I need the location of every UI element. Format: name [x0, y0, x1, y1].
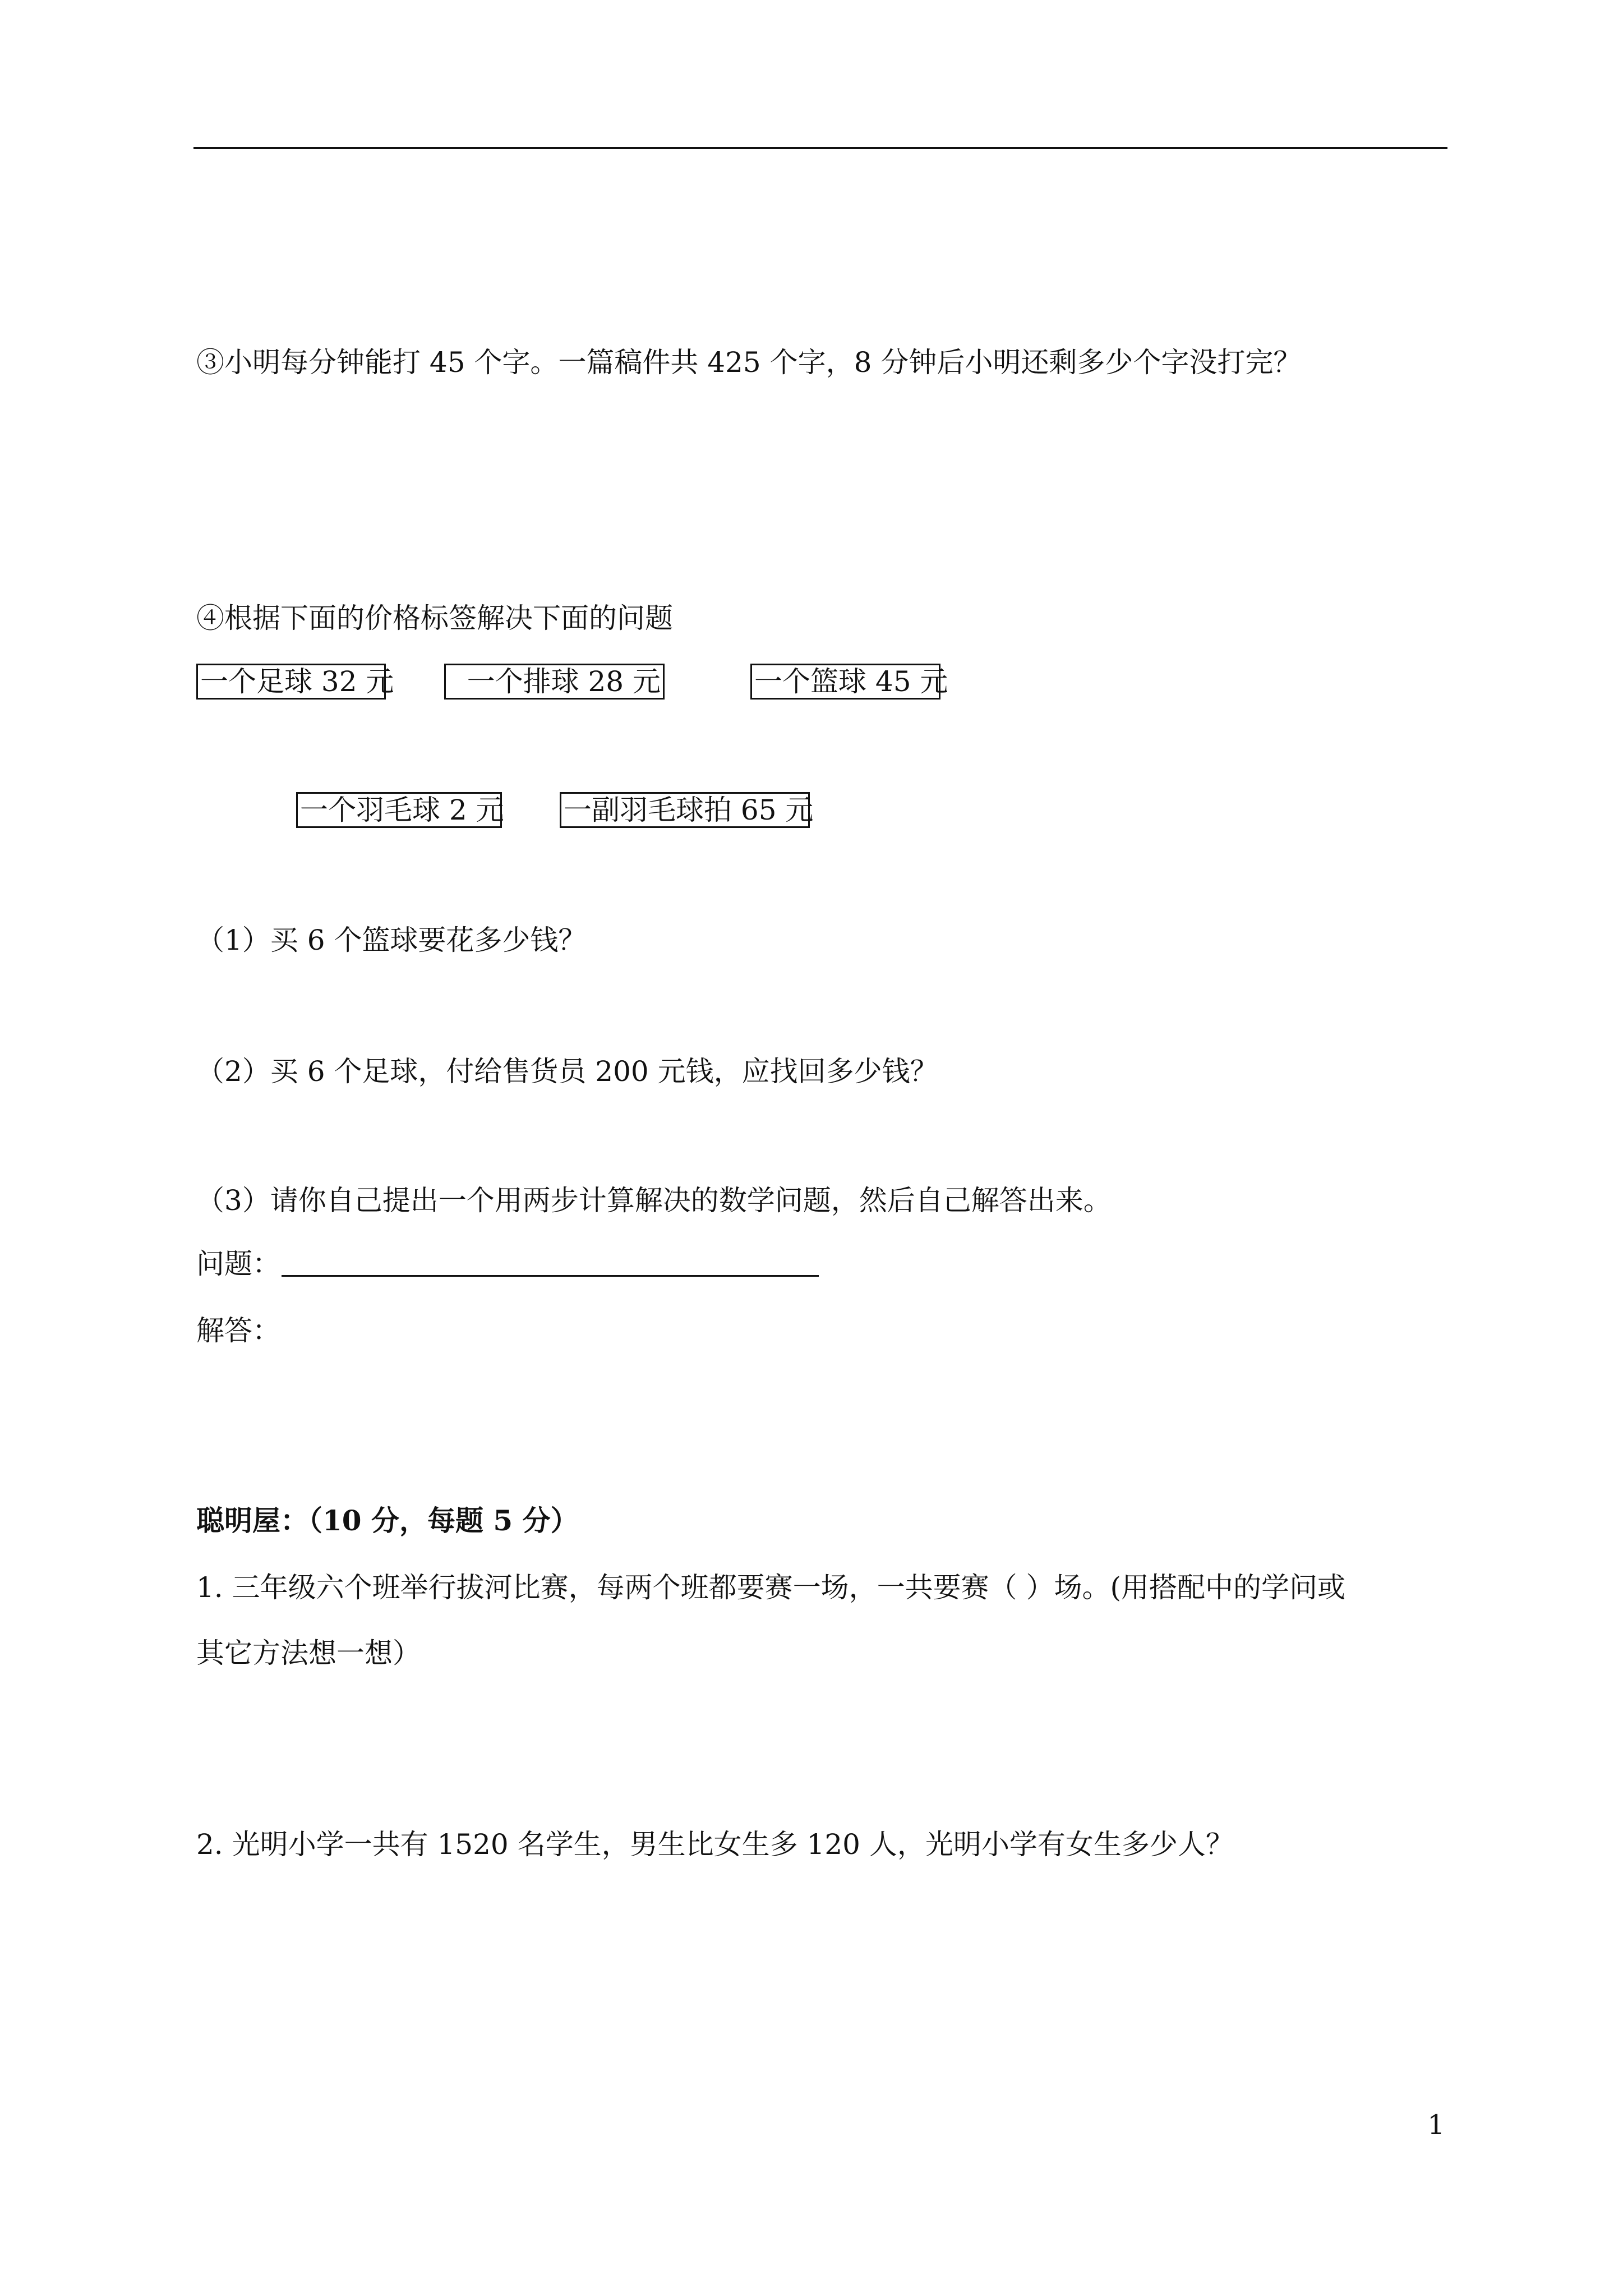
smart-house-item-1-line-2: 其它方法想一想）: [196, 1637, 421, 1669]
page-number: 1: [1427, 2109, 1445, 2141]
smart-house-item-1-line-1: 1. 三年级六个班举行拔河比赛，每两个班都要赛一场，一共要赛（ ）场。(用搭配中的学问或: [196, 1571, 1345, 1604]
question-answer-line[interactable]: [282, 1275, 819, 1277]
problem-4-question-1: （1）买 6 个篮球要花多少钱？: [196, 924, 587, 956]
price-tag-volleyball: 一个排球 28 元: [444, 664, 665, 700]
price-tag-shuttlecock: 一个羽毛球 2 元: [296, 792, 502, 828]
question-label: 问题：: [196, 1248, 280, 1280]
header-rule: [193, 147, 1447, 149]
smart-house-heading: 聪明屋：（10 分，每题 5 分）: [196, 1504, 579, 1537]
smart-house-item-2: 2. 光明小学一共有 1520 名学生，男生比女生多 120 人，光明小学有女生多少人？: [196, 1828, 1234, 1861]
problem-3-text: ③小明每分钟能打 45 个字。一篇稿件共 425 个字，8 分钟后小明还剩多少个字没打完？: [196, 346, 1302, 379]
price-tag-badminton-racket: 一副羽毛球拍 65 元: [560, 792, 810, 828]
problem-4-question-2: （2）买 6 个足球，付给售货员 200 元钱，应找回多少钱？: [196, 1055, 938, 1088]
problem-4-intro: ④根据下面的价格标签解决下面的问题: [196, 602, 673, 634]
answer-label: 解答：: [196, 1314, 280, 1347]
price-tag-football: 一个足球 32 元: [196, 664, 386, 700]
price-tag-basketball: 一个篮球 45 元: [750, 664, 940, 700]
problem-4-question-3: （3）请你自己提出一个用两步计算解决的数学问题，然后自己解答出来。: [196, 1184, 1112, 1217]
